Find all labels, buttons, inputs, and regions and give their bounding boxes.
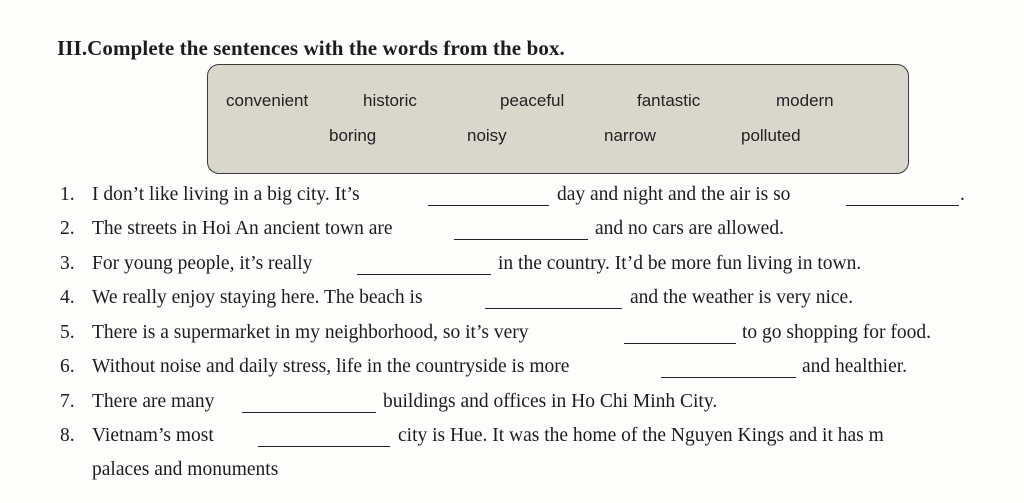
sentence-text: city is Hue. It was the home of the Nguyen Kings and it has m bbox=[398, 425, 884, 446]
word-box-item: fantastic bbox=[637, 91, 701, 110]
answer-blank[interactable] bbox=[357, 274, 491, 275]
sentence-number: 8. bbox=[60, 425, 75, 446]
sentence-text: to go shopping for food. bbox=[742, 322, 932, 343]
sentence-text: There is a supermarket in my neighborhood, so it’s very bbox=[92, 322, 529, 343]
sentence-number: 1. bbox=[60, 184, 75, 205]
sentence-text: and no cars are allowed. bbox=[595, 218, 784, 239]
sentence-text: Without noise and daily stress, life in the countryside is more bbox=[92, 356, 570, 377]
sentence-number: 3. bbox=[60, 253, 75, 274]
answer-blank[interactable] bbox=[485, 308, 622, 309]
sentence-text: . bbox=[960, 184, 965, 205]
sentence-number: 4. bbox=[60, 287, 75, 308]
sentence-text: For young people, it’s really bbox=[92, 253, 313, 274]
sentence-text: There are many bbox=[92, 391, 215, 412]
answer-blank[interactable] bbox=[661, 377, 796, 378]
word-box-item: historic bbox=[363, 91, 417, 110]
answer-blank[interactable] bbox=[454, 239, 588, 240]
sentence-number: 6. bbox=[60, 356, 75, 377]
sentence-text: I don’t like living in a big city. It’s bbox=[92, 184, 360, 205]
word-box-item: boring bbox=[329, 126, 377, 145]
sentence-text: buildings and offices in Ho Chi Minh City. bbox=[383, 391, 718, 412]
word-box-item: modern bbox=[776, 91, 834, 110]
answer-blank[interactable] bbox=[258, 446, 390, 447]
sentence-text: and the weather is very nice. bbox=[630, 287, 854, 308]
sentence-number: 7. bbox=[60, 391, 75, 412]
sentence-text: Vietnam’s most bbox=[92, 425, 214, 446]
exercise-title: III.Complete the sentences with the words from the box. bbox=[57, 36, 565, 60]
answer-blank[interactable] bbox=[624, 343, 736, 344]
sentence-number: 2. bbox=[60, 218, 75, 239]
answer-blank[interactable] bbox=[428, 205, 549, 206]
word-box-item: narrow bbox=[604, 126, 656, 145]
answer-blank[interactable] bbox=[846, 205, 959, 206]
sentence-text: We really enjoy staying here. The beach is bbox=[92, 287, 423, 308]
sentence-text: in the country. It’d be more fun living in town. bbox=[498, 253, 862, 274]
sentence-text: palaces and monuments bbox=[92, 459, 279, 480]
word-box-item: polluted bbox=[741, 126, 801, 145]
sentence-number: 5. bbox=[60, 322, 75, 343]
sentence-text: The streets in Hoi An ancient town are bbox=[92, 218, 393, 239]
word-box-item: peaceful bbox=[500, 91, 565, 110]
word-box-item: noisy bbox=[467, 126, 507, 145]
word-box-item: convenient bbox=[226, 91, 309, 110]
answer-blank[interactable] bbox=[242, 412, 376, 413]
sentence-text: and healthier. bbox=[802, 356, 908, 377]
sentence-text: day and night and the air is so bbox=[557, 184, 791, 205]
